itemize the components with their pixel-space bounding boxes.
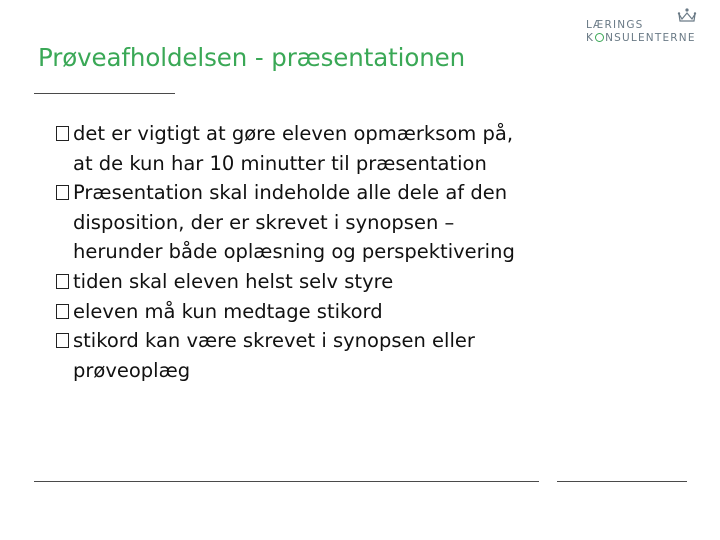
bullet-list: [56, 119, 656, 385]
bullet-line: Præsentation skal indeholde alle dele af den: [73, 181, 508, 205]
bullet-marker-icon: [56, 304, 69, 319]
title-underline: [34, 93, 175, 94]
crown-icon: [677, 7, 697, 27]
footer-rule-right: [557, 481, 687, 482]
bullet-marker-icon: [56, 274, 69, 289]
footer-rule-left: [34, 481, 539, 482]
bullet-marker-icon: [56, 126, 69, 141]
bullet-line: at de kun har 10 minutter til præsentation: [73, 151, 487, 175]
logo-line-2-prefix: K: [586, 32, 595, 44]
bullet-line: stikord kan være skrevet i synopsen eller: [73, 329, 475, 353]
logo-line-2-suffix: NSULENTERNE: [605, 32, 696, 44]
bullet-item: [56, 267, 656, 297]
slide-title: Prøveafholdelsen - præsentationen: [38, 43, 466, 72]
bullet-item: [56, 119, 656, 178]
bullet-line: tiden skal eleven helst selv styre: [73, 269, 394, 293]
bullet-marker-icon: [56, 185, 69, 200]
logo-ring-icon: [595, 33, 604, 42]
bullet-marker-icon: [56, 333, 69, 348]
bullet-line: prøveoplæg: [73, 358, 191, 382]
bullet-item: [56, 297, 656, 327]
bullet-line: disposition, der er skrevet i synopsen –: [73, 210, 455, 234]
bullet-line: det er vigtigt at gøre eleven opmærksom på,: [73, 122, 514, 145]
logo-line-1: LÆRINGS: [586, 19, 644, 31]
logo-line-2: [586, 32, 696, 45]
bullet-item: [56, 326, 656, 385]
bullet-line: eleven må kun medtage stikord: [73, 299, 383, 323]
bullet-line: herunder både oplæsning og perspektivering: [73, 240, 515, 264]
bullet-item: [56, 178, 656, 267]
